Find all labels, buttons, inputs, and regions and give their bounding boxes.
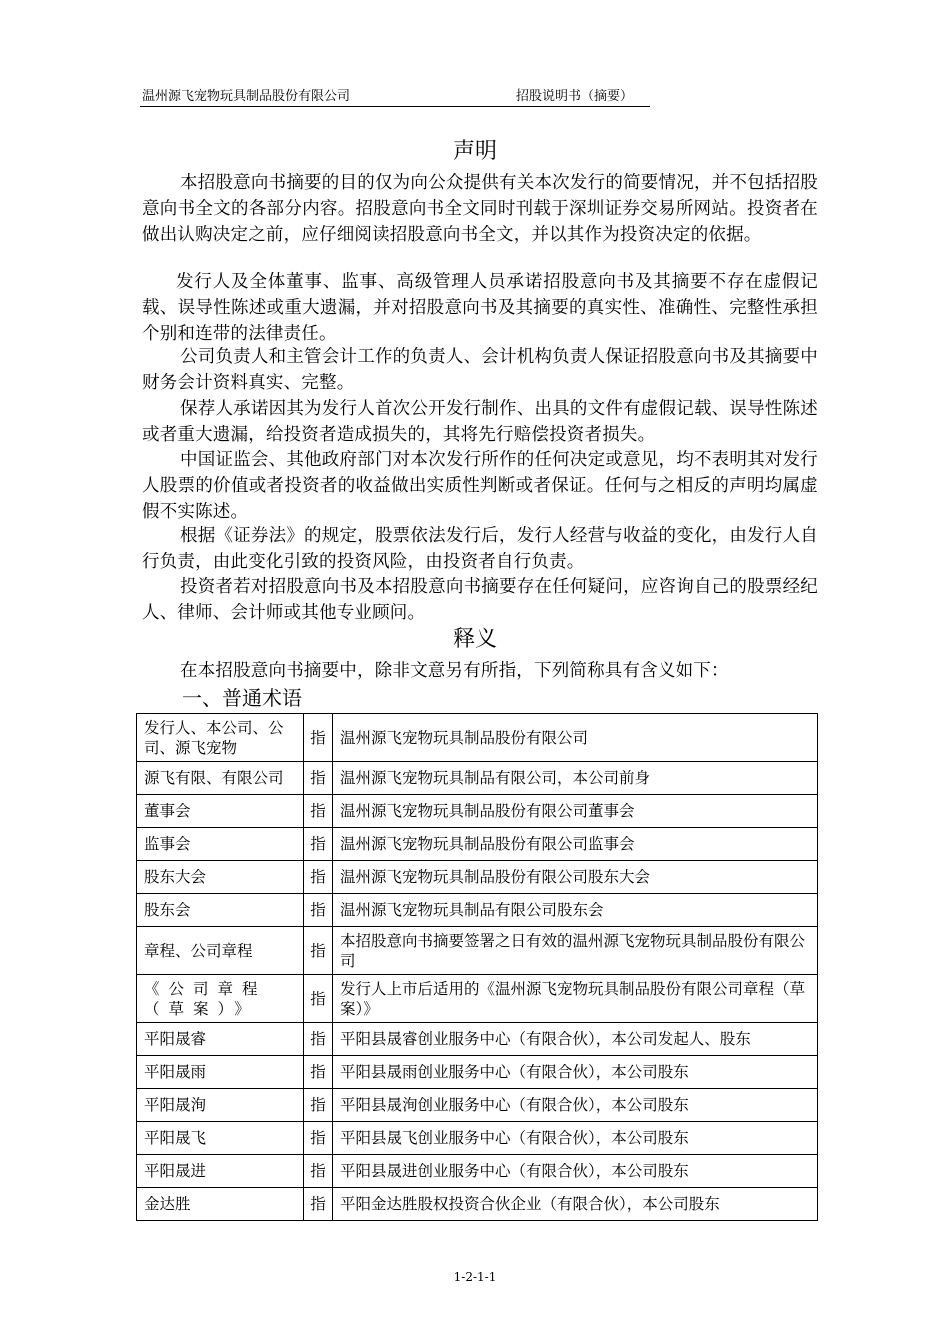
- table-row: [137, 1023, 818, 1056]
- refers-to-cell: 指: [304, 927, 333, 975]
- definition-cell: 温州源飞宠物玩具制品股份有限公司: [333, 714, 818, 762]
- refers-to-cell: 指: [304, 1188, 333, 1221]
- term-cell: 股东大会: [137, 861, 304, 894]
- table-row: [137, 1122, 818, 1155]
- table-row: [137, 795, 818, 828]
- term-cell: 《公司章程（草案）》: [137, 975, 304, 1023]
- term-cell: 监事会: [137, 828, 304, 861]
- statement-paragraph: 本招股意向书摘要的目的仅为向公众提供有关本次发行的简要情况，并不包括招股意向书全文的各部分内容。招股意向书全文同时刊载于深圳证券交易所网站。投资者在做出认购决定之前，应仔细阅读招股意向书全文，并以其作为投资决定的依据。: [142, 173, 818, 245]
- refers-to-cell: 指: [304, 1122, 333, 1155]
- refers-to-cell: 指: [304, 762, 333, 795]
- term-cell: 董事会: [137, 795, 304, 828]
- refers-to-cell: 指: [304, 975, 333, 1023]
- statement-paragraph: 保荐人承诺因其为发行人首次公开发行制作、出具的文件有虚假记载、误导性陈述或者重大遗漏，给投资者造成损失的，其将先行赔偿投资者损失。: [142, 399, 818, 445]
- table-row: [137, 762, 818, 795]
- refers-to-cell: 指: [304, 795, 333, 828]
- header-company-name: 温州源飞宠物玩具制品股份有限公司: [142, 89, 351, 104]
- statement-title: 声明: [452, 139, 497, 164]
- table-row: [137, 714, 818, 762]
- refers-to-cell: 指: [304, 714, 333, 762]
- table-row: [137, 1155, 818, 1188]
- definition-cell: 平阳县晟洵创业服务中心（有限合伙），本公司股东: [333, 1089, 818, 1122]
- table-row: [137, 894, 818, 927]
- definition-cell: 平阳县晟睿创业服务中心（有限合伙），本公司发起人、股东: [333, 1023, 818, 1056]
- statement-paragraph: 发行人及全体董事、监事、高级管理人员承诺招股意向书及其摘要不存在虚假记载、误导性陈述或重大遗漏，并对招股意向书及其摘要的真实性、准确性、完整性承担个别和连带的法律责任。: [142, 272, 818, 344]
- term-cell: 平阳晟洵: [137, 1089, 304, 1122]
- definition-cell: 温州源飞宠物玩具制品股份有限公司监事会: [333, 828, 818, 861]
- term-cell: 平阳晟睿: [137, 1023, 304, 1056]
- refers-to-cell: 指: [304, 1023, 333, 1056]
- definition-cell: 平阳县晟进创业服务中心（有限合伙），本公司股东: [333, 1155, 818, 1188]
- definitions-title: 释义: [452, 627, 497, 652]
- statement-paragraph: 根据《证券法》的规定，股票依法发行后，发行人经营与收益的变化，由发行人自行负责，由此变化引致的投资风险，由投资者自行负责。: [142, 526, 818, 572]
- section-heading-general-terms: 一、普通术语: [182, 686, 302, 710]
- statement-paragraph: 中国证监会、其他政府部门对本次发行所作的任何决定或意见，均不表明其对发行人股票的价值或者投资者的收益做出实质性判断或者保证。任何与之相反的声明均属虚假不实陈述。: [142, 450, 818, 522]
- definition-cell: 温州源飞宠物玩具制品有限公司股东会: [333, 894, 818, 927]
- table-row: [137, 828, 818, 861]
- term-cell: 平阳晟进: [137, 1155, 304, 1188]
- page-header: [140, 88, 650, 107]
- table-row: [137, 927, 818, 975]
- refers-to-cell: 指: [304, 1089, 333, 1122]
- definitions-intro: 在本招股意向书摘要中，除非文意另有所指，下列简称具有含义如下：: [180, 661, 729, 681]
- refers-to-cell: 指: [304, 894, 333, 927]
- definition-cell: 平阳县晟雨创业服务中心（有限合伙），本公司股东: [333, 1056, 818, 1089]
- definitions-table: [136, 713, 818, 1221]
- definition-cell: 发行人上市后适用的《温州源飞宠物玩具制品股份有限公司章程（草案）》: [333, 975, 818, 1023]
- definition-cell: 平阳金达胜股权投资合伙企业（有限合伙），本公司股东: [333, 1188, 818, 1221]
- table-row: [137, 1089, 818, 1122]
- refers-to-cell: 指: [304, 1056, 333, 1089]
- definition-cell: 温州源飞宠物玩具制品股份有限公司股东大会: [333, 861, 818, 894]
- term-cell: 股东会: [137, 894, 304, 927]
- term-cell: 平阳晟飞: [137, 1122, 304, 1155]
- definition-cell: 温州源飞宠物玩具制品有限公司，本公司前身: [333, 762, 818, 795]
- statement-paragraph: 公司负责人和主管会计工作的负责人、会计机构负责人保证招股意向书及其摘要中财务会计资料真实、完整。: [142, 347, 818, 393]
- term-cell: 平阳晟雨: [137, 1056, 304, 1089]
- refers-to-cell: 指: [304, 861, 333, 894]
- term-cell: 发行人、本公司、公司、源飞宠物: [137, 714, 304, 762]
- term-cell: 源飞有限、有限公司: [137, 762, 304, 795]
- definition-cell: 平阳县晟飞创业服务中心（有限合伙），本公司股东: [333, 1122, 818, 1155]
- definition-cell: 温州源飞宠物玩具制品股份有限公司董事会: [333, 795, 818, 828]
- term-cell: 金达胜: [137, 1188, 304, 1221]
- table-row: [137, 1188, 818, 1221]
- header-document-title: 招股说明书（摘要）: [516, 89, 634, 104]
- table-row: [137, 1056, 818, 1089]
- refers-to-cell: 指: [304, 1155, 333, 1188]
- table-row: [137, 861, 818, 894]
- statement-paragraph: 投资者若对招股意向书及本招股意向书摘要存在任何疑问，应咨询自己的股票经纪人、律师、会计师或其他专业顾问。: [142, 577, 818, 623]
- definition-cell: 本招股意向书摘要签署之日有效的温州源飞宠物玩具制品股份有限公司: [333, 927, 818, 975]
- page-number: 1-2-1-1: [453, 1270, 497, 1284]
- term-cell: 章程、公司章程: [137, 927, 304, 975]
- table-row: [137, 975, 818, 1023]
- refers-to-cell: 指: [304, 828, 333, 861]
